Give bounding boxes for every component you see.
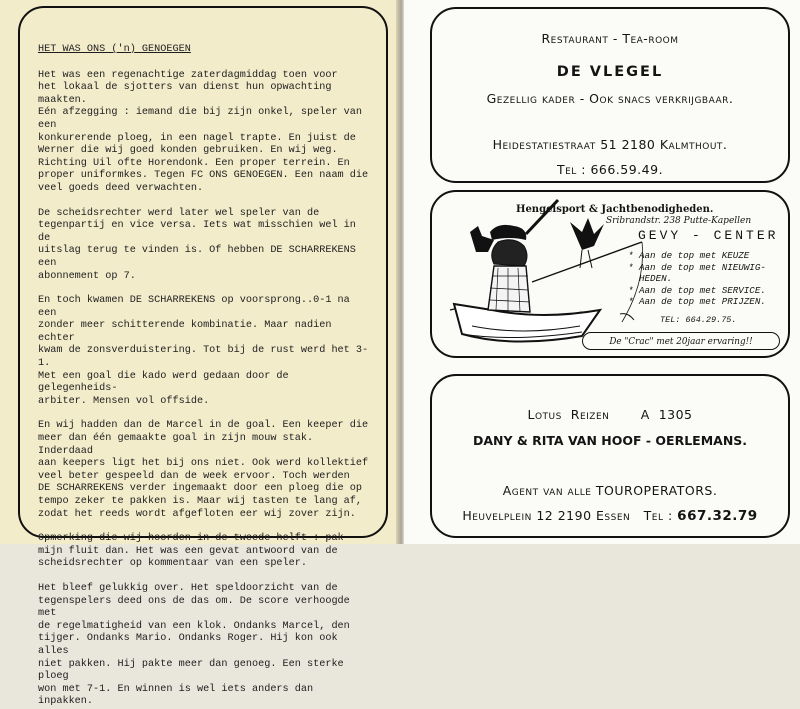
ad-gevy-center bbox=[430, 190, 790, 358]
ad-gevy-slogan: De "Crac" met 20jaar ervaring!! bbox=[582, 332, 780, 350]
asterisk-icon: * bbox=[628, 250, 640, 261]
list-item: * Aan de top met NIEUWIG- bbox=[628, 261, 766, 273]
article-paragraph-4: En wij hadden dan de Marcel in de goal. Een keeper die meer dan één gemaakte goal in zijn mouw stak. Inderdaad aan keepers ligt het bij ons niet. Ook werd kollektief veel beter gespeeld dan de week ervoor. Toch werden DE SCHARREKENS verder ingemaakt door een ploeg die op tempo zeker te pakken is. Maar wij tasten te lang af, zodat het reeds wordt afgefloten eer wij zover zijn. bbox=[38, 420, 369, 520]
article-body bbox=[38, 44, 374, 709]
ad-de-vlegel bbox=[430, 7, 790, 183]
article-paragraph-5: Opmerking die wij hoorden in de tweede helft : pak mijn fluit dan. Het was een gevat antwoord van de scheidsrechter op kommentaar van een speler. bbox=[38, 533, 344, 570]
ad-lotus-agent: Agent van alle TOUROPERATORS. bbox=[502, 483, 718, 498]
ad-vlegel-tagline: Gezellig kader - Ook snacs verkrijgbaar. bbox=[486, 91, 734, 106]
left-page bbox=[0, 0, 400, 708]
ad-lotus-owners: DANY & RITA VAN HOOF - OERLEMANS. bbox=[472, 433, 748, 448]
list-item: * Aan de top met PRIJZEN. bbox=[628, 296, 766, 308]
list-item: HEDEN. bbox=[639, 273, 673, 285]
asterisk-icon: * bbox=[628, 261, 640, 273]
article-frame bbox=[18, 6, 388, 708]
asterisk-icon: * bbox=[628, 284, 640, 296]
article-paragraph-2: De scheidsrechter werd later wel speler van de tegenpartij en vice versa. Iets wat misschien wel in de uitslag terug te vinden is. Of hebben DE SCHARREKENS een abonnement op 7. bbox=[38, 207, 356, 282]
article-paragraph-1: Het was een regenachtige zaterdagmiddag toen voor het lokaal de sjotters van dienst hun opwachting maakten. Eén afzegging : iemand die bij zijn onkel, speler van een konkurerende ploeg, in een nagel trapte. En juist de Werner die wij goed konden gebruiken. En wij weg. Richting Uil ofte Horendonk. Een proper terrein. En proper uniformkes. Tegen FC ONS GENOEGEN. Een naam die veel goeds deed verwachten. bbox=[38, 69, 369, 194]
ad-gevy-address: Sribrandstr. 238 Putte-Kapellen bbox=[606, 216, 752, 226]
ad-lotus-address: Heuvelplein 12 2190 Essen Tel : bbox=[462, 508, 673, 523]
ad-vlegel-tel: Tel : 666.59.49. bbox=[556, 162, 664, 177]
ad-gevy-feature-list bbox=[628, 250, 766, 308]
ad-vlegel-category: Restaurant - Tea-room bbox=[541, 31, 679, 46]
list-item: * Aan de top met KEUZE bbox=[628, 250, 750, 261]
ad-vlegel-address: Heidestatiestraat 51 2180 Kalmthout. bbox=[492, 137, 728, 152]
ad-gevy-header: Hengelsport & Jachtbenodigheden. bbox=[516, 204, 714, 215]
article-title: HET WAS ONS ('n) GENOEGEN bbox=[38, 44, 191, 55]
ad-gevy-name: GEVY - CENTER bbox=[638, 228, 779, 243]
ad-lotus-reizen bbox=[430, 374, 790, 538]
ad-lotus-contact bbox=[432, 508, 788, 524]
asterisk-icon: * bbox=[628, 296, 640, 308]
article-paragraph-6: Het bleef gelukkig over. Het speldoorzicht van de tegenspelers deed ons de das om. De score verhoogde met de regelmatigheid van een klok. Ondanks Marcel, den tijger. Ondanks Mario. Ondanks Roger. Hij kon ook alles niet pakken. Hij pakte meer dan genoeg. Een sterke ploeg won met 7-1. En winnen is wel iets anders dan inpakken. bbox=[38, 582, 350, 708]
ad-lotus-title: Lotus Reizen A 1305 bbox=[527, 407, 693, 422]
ad-vlegel-name: DE VLEGEL bbox=[556, 64, 664, 80]
article-paragraph-3: En toch kwamen DE SCHARREKENS op voorsprong..0-1 na een zonder meer schitterende kombinatie. Maar nadien echter kwam de zonsverduistering. Tot bij de rust werd het 3-1. Met een goal die kado werd gedaan door de gelegenheids- arbiter. Mensen vol offside. bbox=[38, 295, 369, 407]
ad-gevy-tel: TEL: 664.29.75. bbox=[660, 315, 737, 325]
list-item: * Aan de top met SERVICE. bbox=[628, 284, 766, 296]
ad-lotus-tel: 667.32.79 bbox=[677, 508, 758, 524]
